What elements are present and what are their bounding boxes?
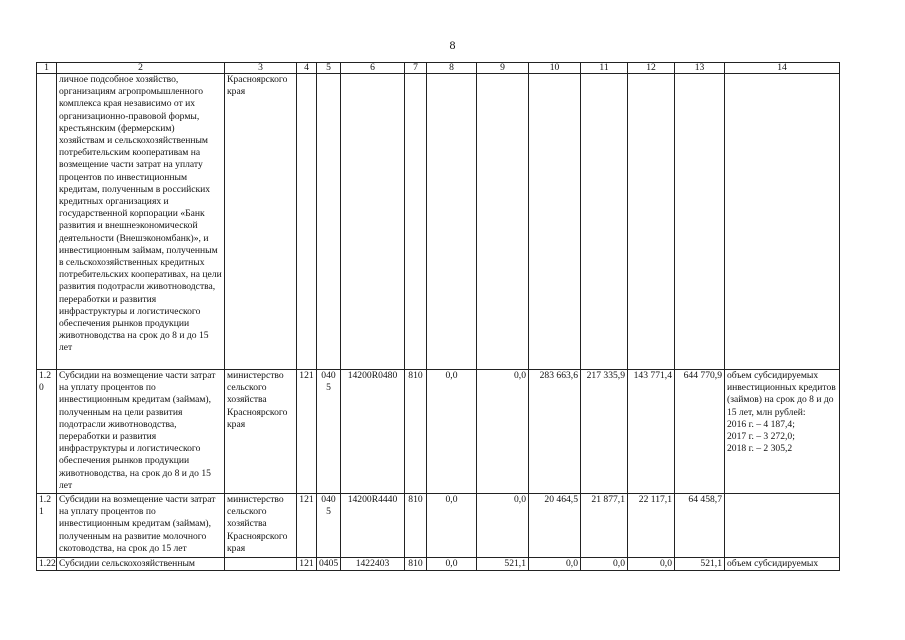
page-number: 8 bbox=[449, 38, 456, 52]
measure-name: Субсидии сельскохозяйственным bbox=[57, 558, 225, 571]
value-col8 bbox=[427, 74, 477, 370]
measure-name: Субсидии на возмещение части затрат на уплату процентов по инвестиционным кредитам (займам), полученным на цели развития подотрасли животноводства, переработки и развития инфраструктуры и логистического обеспечения рынков продукции животноводства, на срок до 8 и до 15 лет bbox=[57, 370, 225, 494]
value-col12: 22 117,1 bbox=[628, 494, 675, 558]
code-csr: 14200R4440 bbox=[341, 494, 405, 558]
value-col9: 0,0 bbox=[477, 494, 529, 558]
value-col12 bbox=[628, 74, 675, 370]
code-vr: 810 bbox=[405, 494, 427, 558]
row-number: 1.21 bbox=[37, 494, 57, 558]
indicator: объем субсидируемых инвестиционных кредитов (займов) на срок до 8 и до 15 лет, млн рублей: 2016 г. – 4 187,4; 2017 г. – 3 272,0; 2018 г. – 2 305,2 bbox=[725, 370, 840, 494]
column-header: 1 bbox=[37, 63, 57, 74]
row-number: 1.22 bbox=[37, 558, 57, 571]
value-col10 bbox=[529, 74, 581, 370]
code-rzpr bbox=[317, 74, 341, 370]
column-header: 10 bbox=[529, 63, 581, 74]
code-csr: 1422403 bbox=[341, 558, 405, 571]
code-rzpr: 0405 bbox=[317, 370, 341, 494]
code-vr bbox=[405, 74, 427, 370]
value-col12: 0,0 bbox=[628, 558, 675, 571]
measure-name: Субсидии на возмещение части затрат на уплату процентов по инвестиционным кредитам (займам), полученным на развитие молочного скотоводства, на срок до 15 лет bbox=[57, 494, 225, 558]
column-header: 5 bbox=[317, 63, 341, 74]
value-col12: 143 771,4 bbox=[628, 370, 675, 494]
value-col11 bbox=[581, 74, 628, 370]
code-gr: 121 bbox=[297, 370, 317, 494]
value-col13: 64 458,7 bbox=[675, 494, 725, 558]
column-header: 9 bbox=[477, 63, 529, 74]
column-header: 14 bbox=[725, 63, 840, 74]
budget-table bbox=[36, 62, 840, 571]
value-col10: 0,0 bbox=[529, 558, 581, 571]
value-col9: 521,1 bbox=[477, 558, 529, 571]
indicator bbox=[725, 494, 840, 558]
indicator: объем субсидируемых bbox=[725, 558, 840, 571]
administrator bbox=[225, 558, 297, 571]
table-row bbox=[37, 494, 840, 558]
measure-name: личное подсобное хозяйство, организациям агропромышленного комплекса края независимо от их организационно-правовой формы, крестьянским (фермерским) хозяйствам и сельскохозяйственным потребительским кооперативам на возмещение части затрат на уплату процентов по инвестиционным кредитам, полученным в российских кредитных организациях и государственной корпорации «Банк развития и внешнеэкономической деятельности (Внешэкономбанк)», и инвестиционным займам, полученным в сельскохозяйственных кредитных потребительских кооперативах, на цели развития подотрасли животноводства, переработки и развития инфраструктуры и логистического обеспечения рынков продукции животноводства на срок до 8 и до 15 лет bbox=[57, 74, 225, 370]
value-col11: 0,0 bbox=[581, 558, 628, 571]
table-header-row bbox=[37, 63, 840, 74]
code-rzpr: 0405 bbox=[317, 494, 341, 558]
value-col11: 217 335,9 bbox=[581, 370, 628, 494]
code-csr: 14200R0480 bbox=[341, 370, 405, 494]
code-vr: 810 bbox=[405, 558, 427, 571]
table-row bbox=[37, 74, 840, 370]
column-header: 3 bbox=[225, 63, 297, 74]
indicator bbox=[725, 74, 840, 370]
value-col8: 0,0 bbox=[427, 370, 477, 494]
value-col8: 0,0 bbox=[427, 494, 477, 558]
code-rzpr: 0405 bbox=[317, 558, 341, 571]
code-vr: 810 bbox=[405, 370, 427, 494]
value-col9 bbox=[477, 74, 529, 370]
administrator: Красноярского края bbox=[225, 74, 297, 370]
value-col9: 0,0 bbox=[477, 370, 529, 494]
value-col13: 521,1 bbox=[675, 558, 725, 571]
value-col11: 21 877,1 bbox=[581, 494, 628, 558]
value-col10: 283 663,6 bbox=[529, 370, 581, 494]
column-header: 8 bbox=[427, 63, 477, 74]
administrator: министерство сельского хозяйства Красноярского края bbox=[225, 370, 297, 494]
column-header: 2 bbox=[57, 63, 225, 74]
table-row bbox=[37, 370, 840, 494]
row-number: 1.20 bbox=[37, 370, 57, 494]
code-gr bbox=[297, 74, 317, 370]
value-col13 bbox=[675, 74, 725, 370]
table-row bbox=[37, 558, 840, 571]
column-header: 13 bbox=[675, 63, 725, 74]
column-header: 4 bbox=[297, 63, 317, 74]
value-col13: 644 770,9 bbox=[675, 370, 725, 494]
value-col8: 0,0 bbox=[427, 558, 477, 571]
value-col10: 20 464,5 bbox=[529, 494, 581, 558]
row-number bbox=[37, 74, 57, 370]
column-header: 6 bbox=[341, 63, 405, 74]
code-gr: 121 bbox=[297, 558, 317, 571]
code-gr: 121 bbox=[297, 494, 317, 558]
column-header: 12 bbox=[628, 63, 675, 74]
administrator: министерство сельского хозяйства Красноярского края bbox=[225, 494, 297, 558]
column-header: 11 bbox=[581, 63, 628, 74]
column-header: 7 bbox=[405, 63, 427, 74]
code-csr bbox=[341, 74, 405, 370]
